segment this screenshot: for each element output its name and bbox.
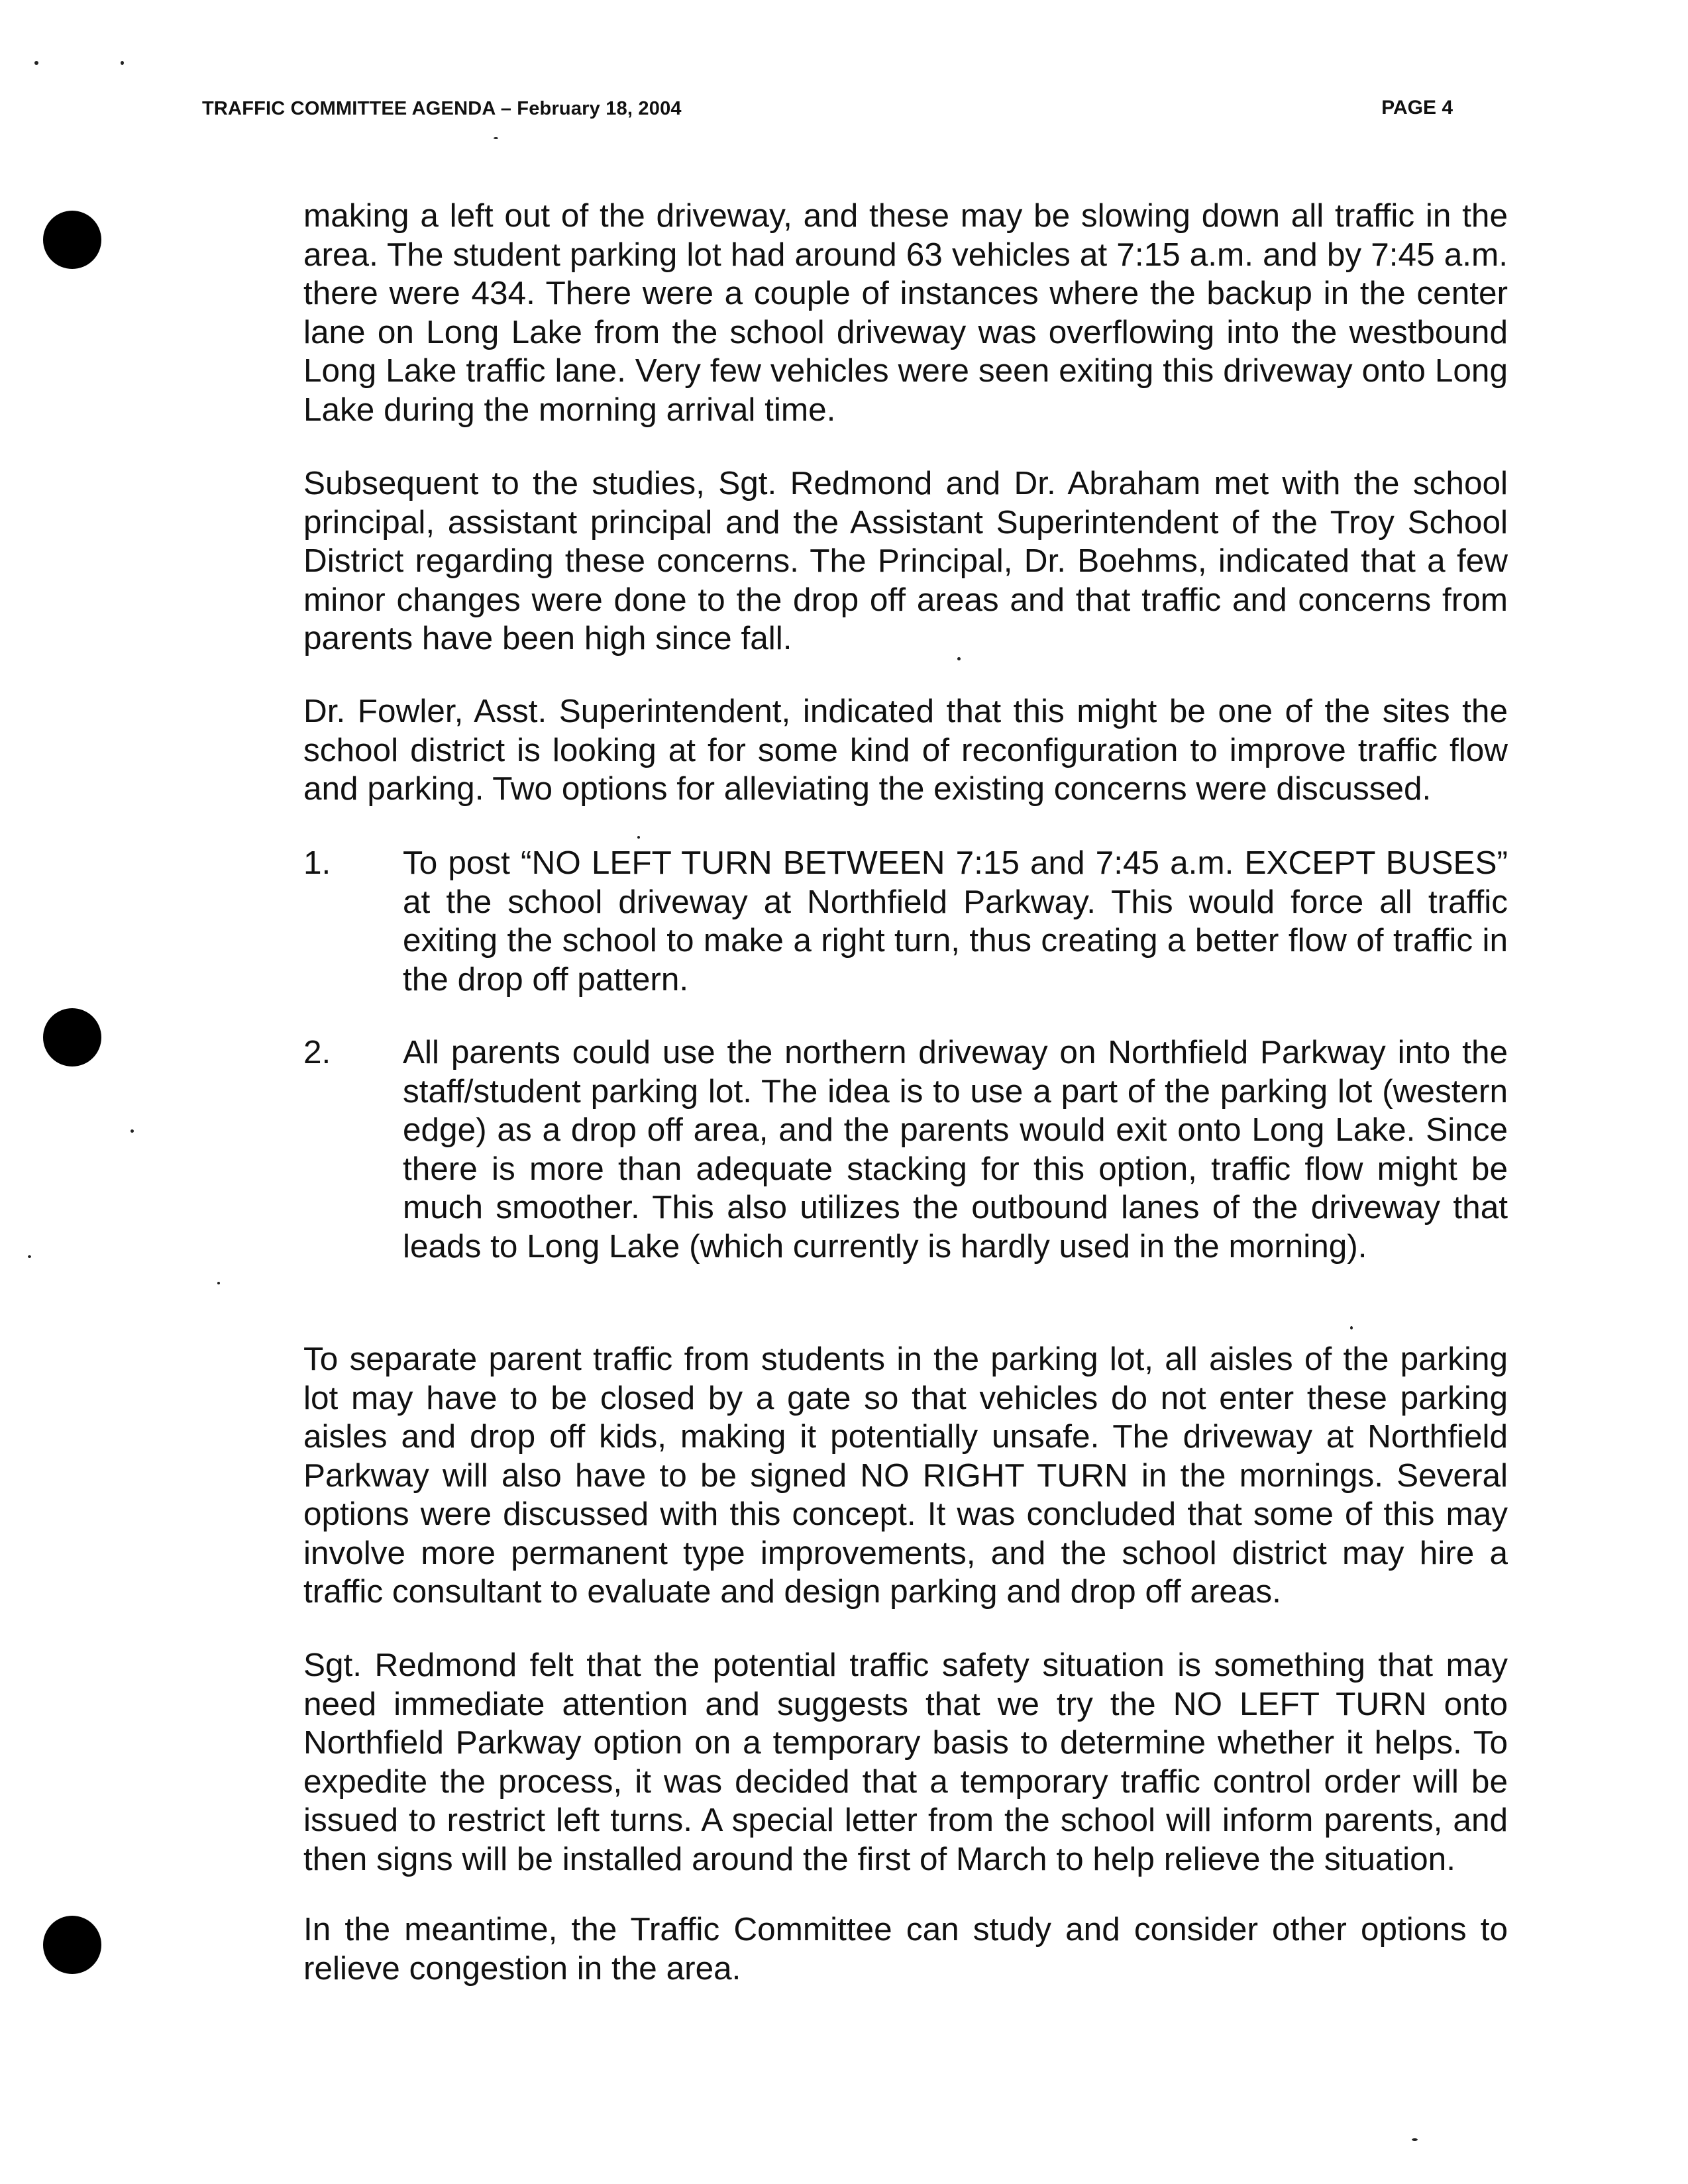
punch-hole-top — [43, 211, 101, 269]
list-item-text: All parents could use the northern driveway on Northfield Parkway into the staff/student parking lot. The idea is to use a part of the parking lot (western edge) as a drop off area, and the parents would exit onto Long Lake. Since there is more than adequate stacking for this option, traffic flow might be much smoother. This also utilizes the outbound lanes of the driveway that leads to Long Lake (which currently is hardly used in the morning). — [403, 1034, 1508, 1265]
list-item-text: To post “NO LEFT TURN BETWEEN 7:15 and 7:45 a.m. EXCEPT BUSES” at the school driveway at Northfield Parkway. This would force all traffic exiting the school to make a right turn, thus creating a better flow of traffic in the drop off pattern. — [403, 845, 1508, 998]
paragraph: Subsequent to the studies, Sgt. Redmond and Dr. Abraham met with the school principal, assistant principal and the Assistant Superintendent of the Troy School District regarding these concerns. The Principal, Dr. Boehms, indicated that a few minor changes were done to the drop off areas and that traffic and concerns from parents have been high since fall. — [303, 465, 1508, 656]
list-item-number: 1. — [303, 845, 331, 881]
scan-speck — [637, 836, 640, 839]
paragraph: Dr. Fowler, Asst. Superintendent, indicated that this might be one of the sites the school district is looking at for some kind of reconfiguration to improve traffic flow and parking. Two options for alleviating the existing concerns were discussed. — [303, 693, 1508, 807]
page-number: PAGE 4 — [1381, 97, 1453, 119]
scan-speck — [131, 1129, 134, 1133]
scan-speck — [1350, 1326, 1353, 1329]
document-header-title: TRAFFIC COMMITTEE AGENDA – February 18, 2004 — [202, 98, 682, 119]
paragraph: In the meantime, the Traffic Committee can study and consider other options to relieve congestion in the area. — [303, 1911, 1508, 1987]
list-item-number: 2. — [303, 1034, 331, 1070]
paragraph: To separate parent traffic from students in the parking lot, all aisles of the parking lot may have to be closed by a gate so that vehicles do not enter these parking aisles and drop off kids, making it potentially unsafe. The driveway at Northfield Parkway will also have to be signed NO RIGHT TURN in the mornings. Several options were discussed with this concept. It was concluded that some of this may involve more permanent type improvements, and the school district may hire a traffic consultant to evaluate and design parking and drop off areas. — [303, 1341, 1508, 1610]
paragraph: making a left out of the driveway, and these may be slowing down all traffic in the area. The student parking lot had around 63 vehicles at 7:15 a.m. and by 7:45 a.m. there were 434. There were a couple of instances where the backup in the center lane on Long Lake from the school driveway was overflowing into the westbound Long Lake traffic lane. Very few vehicles were seen exiting this driveway onto Long Lake during the morning arrival time. — [303, 197, 1508, 428]
punch-hole-middle — [43, 1008, 101, 1066]
scan-speck — [28, 1255, 31, 1258]
scan-speck — [34, 61, 38, 65]
scan-speck — [1412, 2138, 1418, 2141]
scan-speck — [121, 61, 124, 65]
punch-hole-bottom — [43, 1916, 101, 1974]
scan-speck — [494, 137, 498, 139]
paragraph: Sgt. Redmond felt that the potential traffic safety situation is something that may need immediate attention and suggests that we try the NO LEFT TURN onto Northfield Parkway option on a temporary basis to determine whether it helps. To expedite the process, it was decided that a temporary traffic control order will be issued to restrict left turns. A special letter from the school will inform parents, and then signs will be installed around the first of March to help relieve the situation. — [303, 1647, 1508, 1877]
scan-speck — [217, 1282, 220, 1284]
